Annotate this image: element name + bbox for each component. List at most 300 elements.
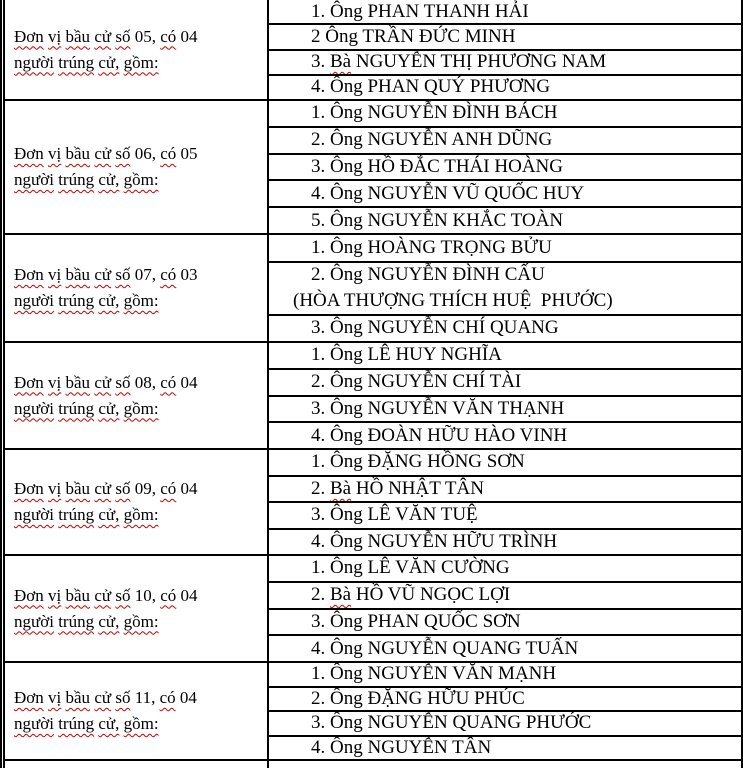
- spellcheck-word: cử,: [98, 291, 120, 310]
- winner-row: [269, 153, 741, 180]
- word: 04: [179, 688, 197, 707]
- spellcheck-word: trúng: [58, 52, 95, 72]
- word: Ông: [330, 129, 363, 151]
- spellcheck-word: Bà: [330, 584, 352, 606]
- word: QUANG: [489, 317, 559, 339]
- winner-row: [269, 475, 741, 502]
- word: PHAN: [367, 610, 420, 632]
- word: 2.: [311, 264, 326, 285]
- word: 05: [180, 144, 198, 163]
- unit-label: [14, 262, 198, 314]
- winner-row: [269, 663, 741, 686]
- unit-label: [14, 685, 197, 737]
- winners-cell: [269, 663, 741, 759]
- word: HỮU: [452, 530, 495, 552]
- word: Ông: [330, 504, 363, 526]
- word: SƠN: [486, 451, 525, 473]
- word: 3.: [311, 504, 326, 526]
- word: Ông: [330, 317, 363, 339]
- word: ĐẶNG: [367, 687, 423, 709]
- word: HUY: [395, 344, 436, 366]
- word: HỒ: [355, 477, 384, 499]
- spellcheck-word: có: [159, 688, 176, 707]
- winner-name: [293, 0, 739, 23]
- winner-row: [269, 0, 741, 23]
- unit-label: [14, 370, 198, 422]
- spellcheck-word: số: [115, 372, 131, 392]
- spellcheck-word: Đơn: [14, 26, 44, 46]
- word: TÀI: [489, 371, 522, 393]
- word: TUẤN: [525, 637, 579, 659]
- winner-name: [293, 369, 739, 394]
- spellcheck-word: vị: [48, 144, 62, 163]
- winner-row: [269, 581, 741, 608]
- spellcheck-word: gồm:: [123, 611, 159, 631]
- spellcheck-word: trúng: [58, 505, 95, 524]
- word: NGUYỄN: [367, 736, 448, 758]
- spellcheck-word: số: [115, 265, 131, 284]
- word: NGUYỄN: [367, 102, 448, 124]
- spellcheck-word: gồm:: [123, 505, 159, 524]
- winner-name: [293, 450, 739, 475]
- word: HOÀNG: [494, 156, 563, 177]
- spellcheck-word: số: [115, 479, 131, 498]
- unit-label-line: [14, 685, 197, 711]
- winner-name: [293, 502, 739, 527]
- word: 4.: [311, 530, 326, 552]
- word: BÁCH: [504, 102, 558, 124]
- spellcheck-word: Đơn: [14, 372, 44, 392]
- word: 07,: [134, 265, 156, 284]
- word: Ông: [330, 736, 363, 758]
- winner-name: [293, 208, 739, 233]
- winner-name: [293, 582, 739, 607]
- winner-name: [293, 154, 739, 179]
- winner-row: [269, 235, 741, 261]
- winner-name: [293, 663, 739, 686]
- winner-row: [269, 556, 741, 581]
- word: 3.: [311, 712, 326, 734]
- spellcheck-word: trúng: [58, 291, 95, 310]
- word: Ông: [330, 637, 363, 659]
- word: Ông: [325, 25, 358, 47]
- word: VINH: [519, 424, 568, 446]
- winner-name: [293, 315, 739, 341]
- word: 04: [180, 372, 198, 392]
- spellcheck-word: cử: [94, 479, 112, 498]
- word: VĂN: [395, 557, 437, 579]
- word: Ông: [330, 209, 363, 231]
- spellcheck-word: cử: [94, 585, 112, 605]
- spellcheck-word: Đơn: [14, 585, 44, 605]
- winner-row: [269, 686, 741, 711]
- word: (HÒA: [293, 290, 340, 311]
- spellcheck-word: số: [115, 688, 131, 707]
- spellcheck-word: vị: [48, 265, 62, 284]
- word: ĐẮC: [399, 156, 440, 177]
- word: KHẮC: [452, 209, 507, 231]
- word: PHƯƠNG: [469, 76, 551, 98]
- spellcheck-word: vị: [48, 26, 62, 46]
- word: ANH: [451, 129, 493, 151]
- winner-row: [269, 206, 741, 233]
- winner-row: [269, 421, 741, 448]
- unit-label-line: [14, 502, 198, 528]
- winner-name: [293, 423, 739, 448]
- word: ĐỨC: [418, 25, 461, 47]
- word: 3.: [311, 156, 326, 177]
- winner-name: [293, 735, 739, 759]
- winner-row: [269, 710, 741, 735]
- winner-name: [293, 24, 739, 49]
- spellcheck-word: bầu: [65, 144, 91, 163]
- word: QUỐC: [423, 610, 478, 632]
- word: PHÚC: [474, 687, 525, 709]
- word: 2: [311, 25, 321, 47]
- word: PHƯỚC): [540, 290, 613, 311]
- spellcheck-word: trúng: [58, 398, 95, 418]
- spellcheck-word: số: [115, 585, 131, 605]
- winner-name: [293, 476, 739, 501]
- word: Ông: [330, 76, 363, 98]
- unit-label-cell: [5, 556, 269, 661]
- spellcheck-word: gồm:: [123, 398, 159, 418]
- winner-name: [293, 609, 739, 634]
- word: Ông: [330, 712, 363, 734]
- unit-label-cell: [5, 663, 269, 759]
- spellcheck-word: gồm:: [123, 291, 159, 310]
- word: 3.: [311, 51, 326, 73]
- word: QUÝ: [423, 76, 466, 98]
- unit-row: [5, 448, 741, 554]
- winner-name: [293, 556, 739, 581]
- word: QUỐC: [484, 182, 539, 204]
- word: NGHĨA: [440, 344, 502, 366]
- word: LỢI: [478, 584, 511, 606]
- word: PHƯƠNG: [476, 51, 558, 73]
- spellcheck-word: có: [160, 265, 177, 284]
- word: MẠNH: [498, 663, 557, 685]
- word: 5.: [311, 209, 326, 231]
- spellcheck-word: số: [115, 144, 131, 163]
- winner-name: [293, 235, 739, 261]
- winner-name: [293, 636, 739, 661]
- spellcheck-word: gồm:: [123, 170, 159, 189]
- spellcheck-word: trúng: [58, 611, 95, 631]
- word: HOÀNG: [367, 236, 437, 258]
- word: 11,: [134, 688, 156, 707]
- spellcheck-word: có: [160, 26, 177, 46]
- winner-row: [269, 608, 741, 635]
- word: LÊ: [367, 504, 391, 526]
- winner-row: [269, 735, 741, 760]
- word: Ông: [330, 0, 363, 22]
- spellcheck-word: Đơn: [14, 479, 44, 498]
- word: TOÀN: [510, 209, 564, 231]
- word: ĐẶNG: [367, 451, 423, 473]
- spellcheck-word: gồm:: [123, 714, 159, 733]
- unit-label-line: [14, 288, 198, 314]
- unit-row: [5, 554, 741, 661]
- winners-cell: [269, 761, 741, 768]
- spellcheck-word: vị: [48, 479, 62, 498]
- winners-cell: [269, 556, 741, 661]
- unit-label-cell: [5, 0, 269, 99]
- word: DŨNG: [497, 129, 553, 151]
- word: HỒ: [355, 584, 384, 606]
- spellcheck-word: cử: [94, 265, 112, 284]
- winner-name: [293, 101, 739, 126]
- spellcheck-word: cử: [94, 26, 112, 46]
- word: 3.: [311, 317, 326, 339]
- word: HỒ: [367, 156, 395, 177]
- spellcheck-word: cử: [94, 144, 112, 163]
- word: LÊ: [367, 344, 391, 366]
- word: ĐÌNH: [452, 264, 500, 285]
- word: QUANG: [452, 712, 522, 734]
- word: 2.: [311, 477, 326, 499]
- word: 1.: [311, 451, 326, 473]
- spellcheck-word: có: [160, 372, 177, 392]
- word: TRẦN: [362, 25, 415, 47]
- word: MINH: [464, 25, 516, 47]
- unit-row: [5, 341, 741, 448]
- word: 1.: [311, 0, 326, 22]
- unit-label-line: [14, 141, 198, 167]
- spellcheck-word: bầu: [65, 372, 91, 392]
- spellcheck-word: Bà: [330, 51, 352, 73]
- word: NGUYỄN: [367, 397, 448, 419]
- spellcheck-word: cử,: [98, 505, 120, 524]
- word: 1.: [311, 663, 326, 685]
- spellcheck-word: trúng: [58, 170, 95, 189]
- word: 4.: [311, 637, 326, 659]
- word: NGUYỄN: [367, 317, 448, 339]
- word: 09,: [134, 479, 156, 498]
- winner-row: [269, 528, 741, 555]
- winner-row: [269, 368, 741, 395]
- word: NHẬT: [388, 477, 441, 499]
- spellcheck-word: cử: [94, 688, 112, 707]
- word: NAM: [561, 51, 607, 73]
- word: THÍCH: [429, 290, 488, 311]
- spellcheck-word: cử: [94, 372, 112, 392]
- winner-name: [293, 710, 739, 734]
- word: NGUYỄN: [367, 371, 448, 393]
- unit-label-line: [14, 583, 198, 609]
- spellcheck-word: người: [14, 611, 54, 631]
- word: QUANG: [452, 637, 522, 659]
- word: THỊ: [440, 51, 473, 73]
- word: LÊ: [367, 557, 391, 579]
- spellcheck-word: bầu: [65, 585, 91, 605]
- unit-label-cell: [5, 235, 269, 341]
- unit-label-cell: [5, 450, 269, 554]
- word: BỬU: [510, 236, 552, 258]
- word: NGUYỄN: [355, 51, 437, 73]
- word: HÀO: [474, 424, 516, 446]
- spellcheck-word: bầu: [65, 688, 91, 707]
- word: 04: [180, 479, 198, 498]
- unit-label-line: [14, 476, 198, 502]
- winner-name: [293, 343, 739, 368]
- word: 04: [180, 585, 198, 605]
- word: 1.: [311, 102, 326, 124]
- winners-cell: [269, 0, 741, 99]
- word: VŨ: [387, 584, 416, 606]
- word: 4.: [311, 424, 326, 446]
- winner-name-continued: [293, 288, 739, 314]
- word: 2.: [311, 129, 326, 151]
- winner-name: [293, 529, 739, 554]
- winner-name: [293, 686, 739, 710]
- word: TRỌNG: [440, 236, 506, 258]
- spellcheck-word: vị: [48, 585, 62, 605]
- spellcheck-word: cử,: [98, 170, 120, 189]
- word: 1.: [311, 236, 326, 258]
- word: CHÍ: [452, 317, 486, 339]
- winner-row: [269, 101, 741, 126]
- word: HỒNG: [427, 451, 483, 473]
- word: Ông: [330, 663, 363, 685]
- word: VĂN: [452, 397, 494, 419]
- word: SƠN: [482, 610, 521, 632]
- word: NGUYỄN: [367, 129, 448, 151]
- word: Ông: [330, 557, 363, 579]
- unit-label: [14, 583, 198, 635]
- winner-name: [293, 74, 739, 99]
- winner-name: [293, 262, 739, 288]
- word: CẤU: [504, 264, 545, 285]
- word: Ông: [330, 182, 363, 204]
- word: NGUYỄN: [367, 663, 448, 685]
- word: 06,: [134, 144, 156, 163]
- word: Ông: [330, 236, 363, 258]
- spellcheck-word: Bà: [330, 477, 352, 499]
- winner-name: [293, 127, 739, 152]
- word: 08,: [134, 372, 156, 392]
- spellcheck-word: cử,: [98, 611, 120, 631]
- winners-cell: [269, 101, 741, 233]
- winner-row: [269, 261, 741, 314]
- word: VĂN: [452, 663, 494, 685]
- spellcheck-word: người: [14, 505, 54, 524]
- word: HUY: [542, 182, 585, 204]
- spellcheck-word: cử,: [98, 398, 120, 418]
- unit-label-line: [14, 396, 198, 422]
- unit-row: [5, 661, 741, 759]
- word: 2.: [311, 584, 326, 606]
- winner-row: [269, 343, 741, 368]
- spellcheck-word: có: [160, 585, 177, 605]
- word: VĂN: [395, 504, 437, 526]
- spellcheck-word: người: [14, 52, 54, 72]
- word: Ông: [330, 102, 363, 124]
- word: Ông: [330, 687, 363, 709]
- word: TUỆ: [440, 504, 478, 526]
- word: 4.: [311, 76, 326, 98]
- word: 2.: [311, 687, 326, 709]
- spellcheck-word: có: [160, 479, 177, 498]
- winners-cell: [269, 450, 741, 554]
- word: PHAN: [367, 0, 420, 22]
- word: Ông: [330, 344, 363, 366]
- unit-label-line: [14, 711, 197, 737]
- spellcheck-word: vị: [48, 688, 62, 707]
- word: 3.: [311, 397, 326, 419]
- unit-label: [14, 476, 198, 528]
- spellcheck-word: Đơn: [14, 265, 44, 284]
- word: THANH: [423, 0, 491, 22]
- word: TÂN: [444, 477, 484, 499]
- word: Ông: [330, 424, 363, 446]
- spellcheck-word: số: [115, 26, 131, 46]
- word: Ông: [330, 530, 363, 552]
- unit-label: [14, 24, 198, 76]
- winner-row: [269, 314, 741, 342]
- winner-row: [269, 501, 741, 528]
- winner-row: [269, 634, 741, 661]
- winner-name: [293, 49, 739, 74]
- winner-row: [269, 23, 741, 48]
- unit-label-cell: [5, 761, 269, 768]
- word: THẠNH: [497, 397, 565, 419]
- spellcheck-word: Đơn: [14, 144, 44, 163]
- word: Ông: [330, 397, 363, 419]
- unit-label-line: [14, 50, 198, 76]
- unit-label-cell: [5, 101, 269, 233]
- unit-label-line: [14, 167, 198, 193]
- word: HỮU: [427, 687, 470, 709]
- spellcheck-word: bầu: [65, 26, 91, 46]
- word: Ông: [330, 451, 363, 473]
- word: NGUYỄN: [367, 530, 448, 552]
- word: VŨ: [452, 182, 480, 204]
- word: 1.: [311, 557, 326, 579]
- winner-name: [293, 396, 739, 421]
- word: THƯỢNG: [343, 290, 426, 311]
- unit-label: [14, 141, 198, 193]
- word: 05,: [134, 26, 156, 46]
- word: TRÌNH: [499, 530, 558, 552]
- word: HUỆ: [492, 290, 532, 311]
- word: TÂN: [452, 736, 492, 758]
- spellcheck-word: bầu: [65, 265, 91, 284]
- word: PHƯỚC: [525, 712, 592, 734]
- winner-row: [269, 49, 741, 74]
- word: NGUYỄN: [367, 264, 448, 285]
- winners-cell: [269, 235, 741, 341]
- word: Ông: [330, 371, 363, 393]
- word: 03: [180, 265, 198, 284]
- spellcheck-word: có: [160, 144, 177, 163]
- word: CƯỜNG: [441, 557, 510, 579]
- unit-row-partial: [5, 759, 741, 768]
- word: 2.: [311, 371, 326, 393]
- word: Ông: [330, 610, 363, 632]
- winner-name: [293, 181, 739, 206]
- unit-row: [5, 0, 741, 99]
- unit-label-cell: [5, 343, 269, 448]
- winner-row: [269, 395, 741, 422]
- spellcheck-word: Đơn: [14, 688, 44, 707]
- word: Ông: [330, 156, 363, 177]
- word: 4.: [311, 736, 326, 758]
- word: THÁI: [444, 156, 490, 177]
- word: 04: [180, 26, 198, 46]
- word: ĐÌNH: [452, 102, 500, 124]
- word: NGUYỄN: [367, 182, 448, 204]
